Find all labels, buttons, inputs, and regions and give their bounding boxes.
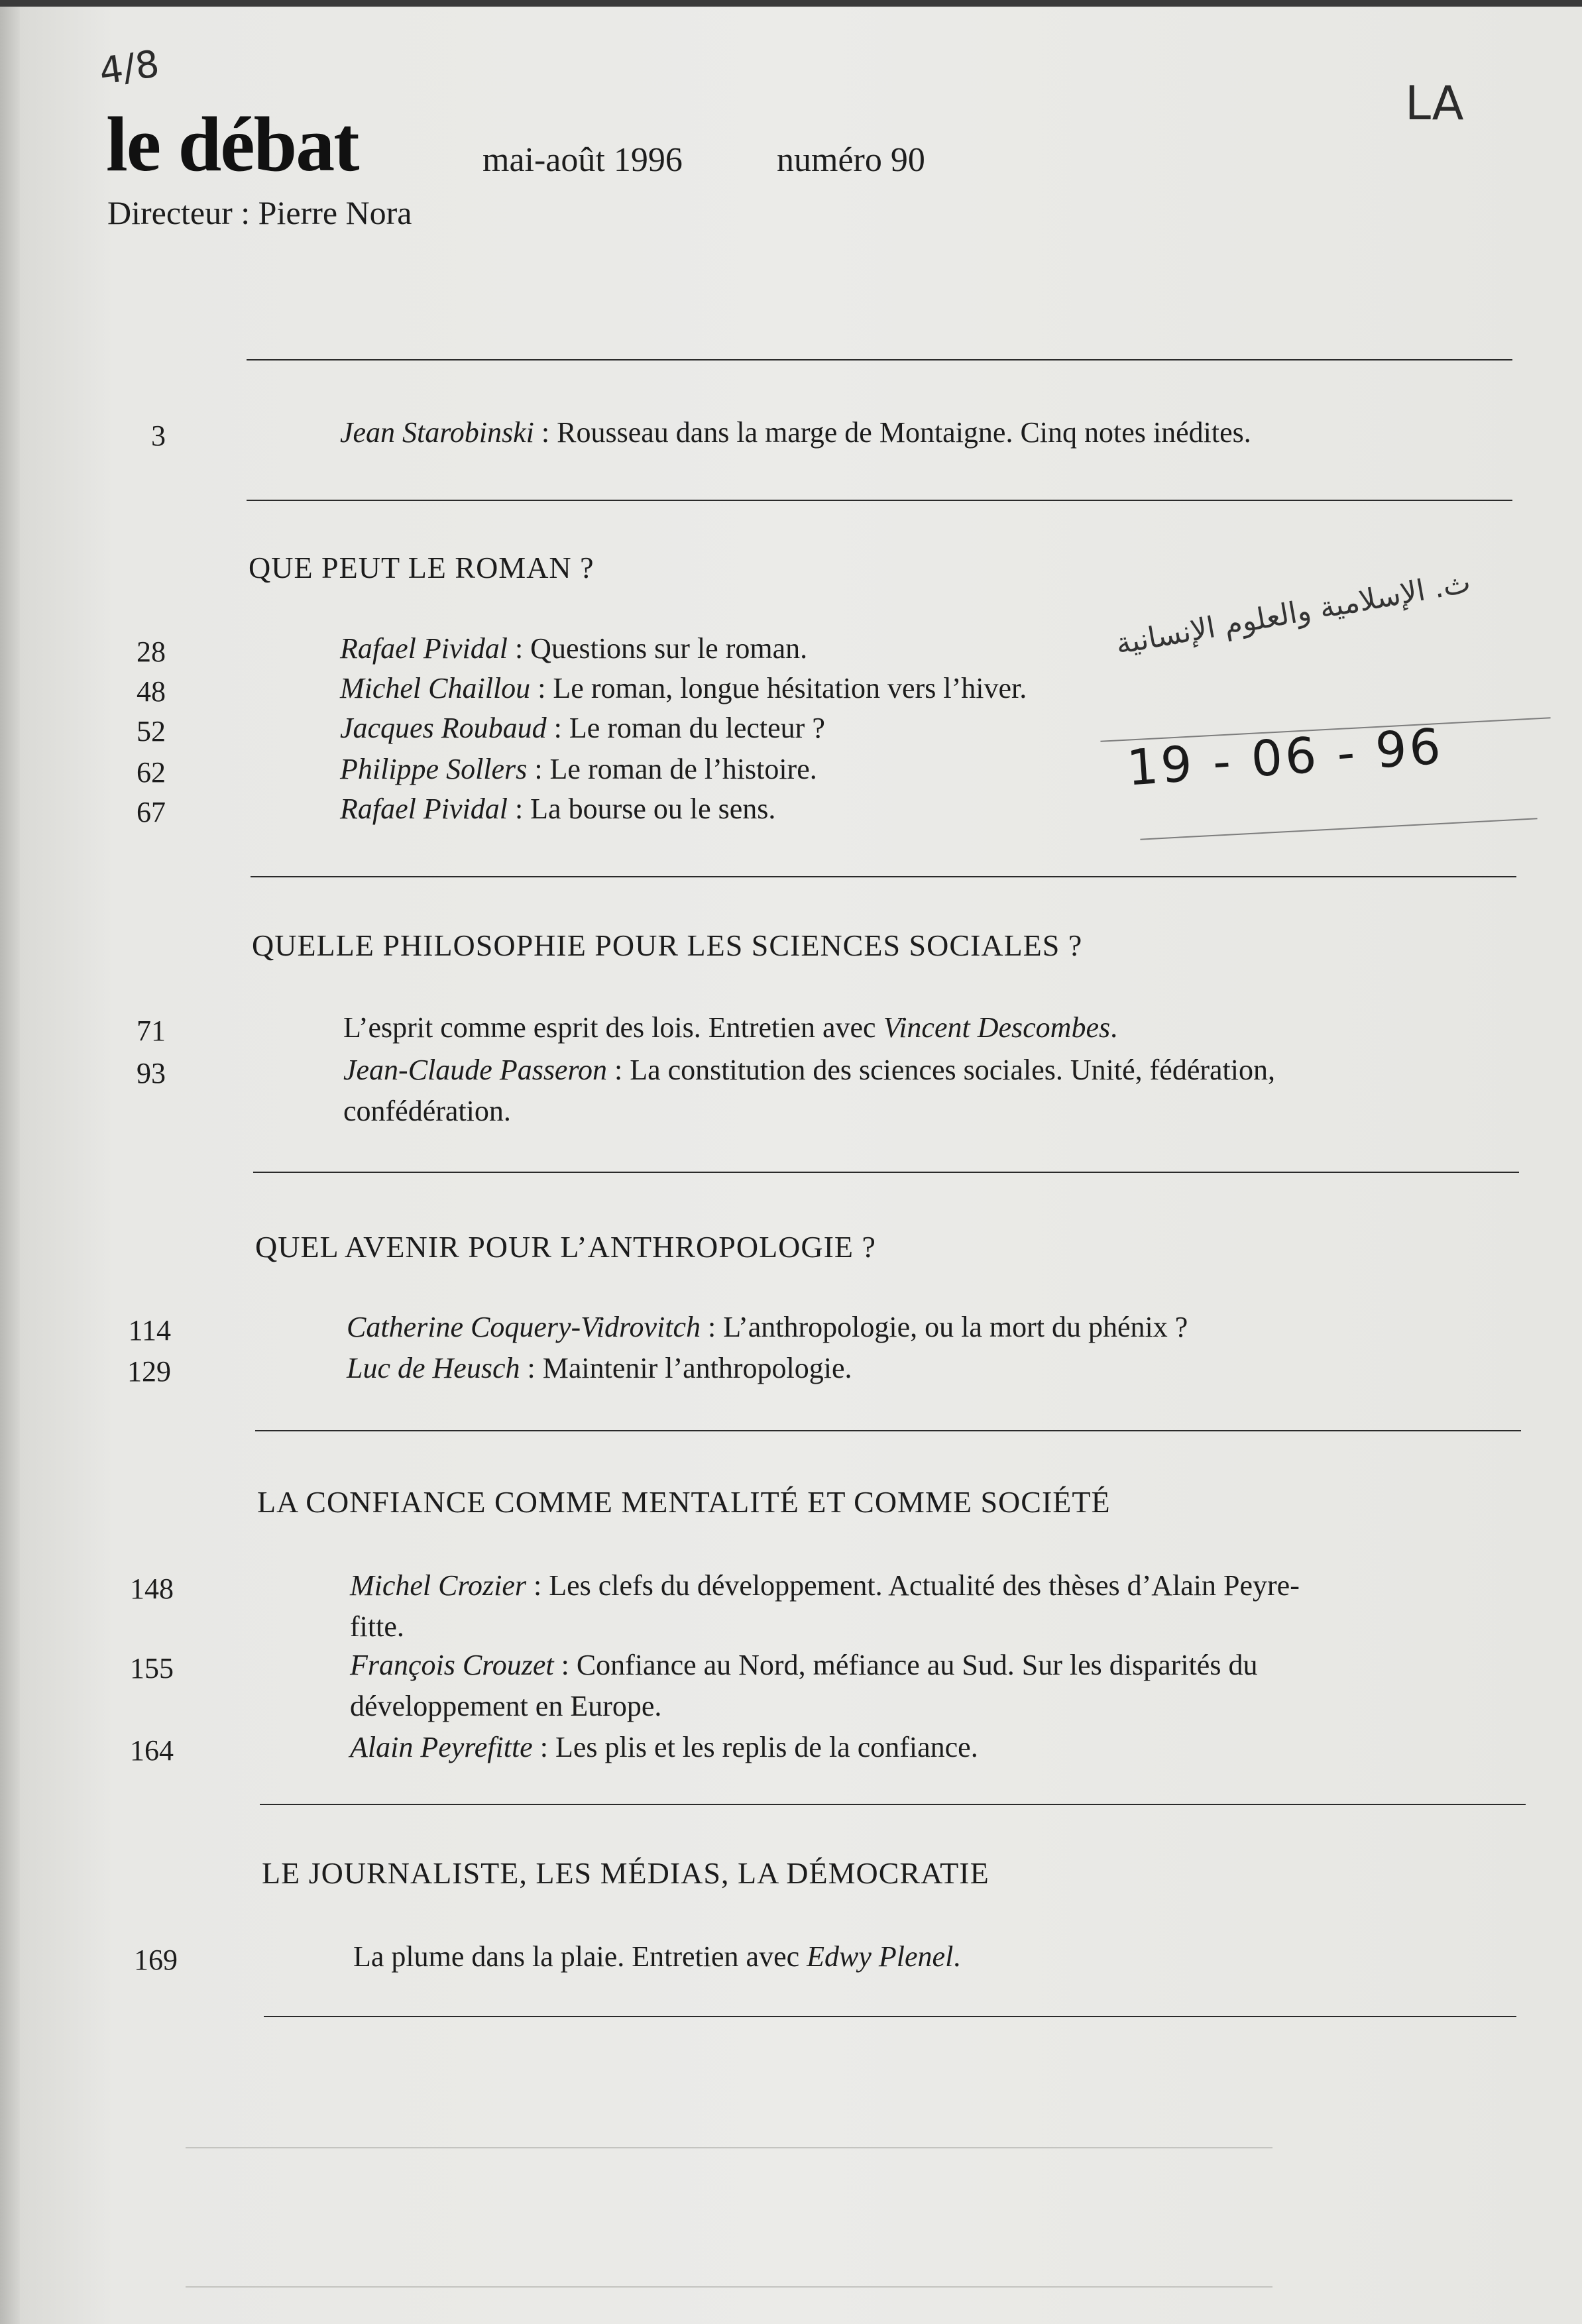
issue-date: mai-août 1996 [482, 141, 683, 179]
toc-entry: Alain Peyrefitte : Les plis et les replis de la confiance. [350, 1731, 978, 1763]
page-number: 71 [137, 1015, 166, 1047]
handwritten-note-top-right: LA [1405, 76, 1464, 131]
page-number: 28 [137, 636, 166, 668]
toc-entry: Jean Starobinski : Rousseau dans la marge de Montaigne. Cinq notes inédites. [340, 416, 1251, 449]
page-number: 164 [130, 1734, 174, 1767]
director: Directeur : Pierre Nora [107, 194, 412, 231]
page-number: 3 [151, 419, 166, 452]
page-number: 148 [130, 1573, 174, 1605]
divider [247, 500, 1512, 501]
toc-entry: Jean-Claude Passeron : La constitution des sciences sociales. Unité, fédération, confédération. [343, 1054, 1275, 1127]
journal-title: le débat [106, 101, 359, 188]
divider [260, 1804, 1526, 1805]
bleed-through-line [186, 2147, 1272, 2148]
toc-entry: Catherine Coquery-Vidrovitch : L’anthropologie, ou la mort du phénix ? [347, 1311, 1188, 1343]
section-title: QUE PEUT LE ROMAN ? [249, 551, 594, 584]
page-number: 67 [137, 796, 166, 828]
toc-entry: Philippe Sollers : Le roman de l’histoire. [340, 753, 817, 785]
issue-number: numéro 90 [777, 141, 925, 179]
page-number: 129 [127, 1355, 171, 1388]
divider [253, 1172, 1519, 1173]
section-title: LA CONFIANCE COMME MENTALITÉ ET COMME SOCIÉTÉ [257, 1485, 1111, 1519]
divider [255, 1430, 1521, 1431]
date-stamp: 19 - 06 - 96 [1125, 718, 1445, 797]
divider [264, 2016, 1516, 2017]
bleed-through-line [186, 2286, 1272, 2288]
toc-entry: Rafael Pividal : La bourse ou le sens. [340, 793, 776, 825]
divider [251, 876, 1516, 877]
section-title: QUELLE PHILOSOPHIE POUR LES SCIENCES SOCIALES ? [252, 928, 1083, 962]
toc-entry: L’esprit comme esprit des lois. Entretien avec Vincent Descombes. [343, 1011, 1118, 1044]
page-number: 48 [137, 675, 166, 708]
page-edge [0, 0, 20, 2324]
page-number: 155 [130, 1652, 174, 1685]
page-number: 62 [137, 756, 166, 789]
handwritten-note-top-left: 4/8 [96, 42, 162, 93]
page-number: 169 [134, 1944, 178, 1976]
page-number: 93 [137, 1057, 166, 1089]
toc-entry: Michel Chaillou : Le roman, longue hésitation vers l’hiver. [340, 672, 1027, 704]
toc-entry: Luc de Heusch : Maintenir l’anthropologie. [347, 1352, 852, 1384]
handwritten-arabic-note: ث. الإسلامية والعلوم الإنسانية [1113, 565, 1473, 661]
toc-entry: Michel Crozier : Les clefs du développement. Actualité des thèses d’Alain Peyre- fitte. [350, 1569, 1300, 1643]
toc-entry: La plume dans la plaie. Entretien avec Edwy Plenel. [353, 1940, 961, 1973]
author: Jean Starobinski [340, 416, 534, 449]
section-title: QUEL AVENIR POUR L’ANTHROPOLOGIE ? [255, 1230, 876, 1264]
toc-entry: Jacques Roubaud : Le roman du lecteur ? [340, 712, 825, 744]
divider [247, 359, 1512, 360]
section-title: LE JOURNALISTE, LES MÉDIAS, LA DÉMOCRATIE [262, 1856, 989, 1890]
toc-entry: Rafael Pividal : Questions sur le roman. [340, 632, 808, 665]
page-number: 52 [137, 715, 166, 747]
scan-border [0, 0, 1582, 7]
toc-entry: François Crouzet : Confiance au Nord, méfiance au Sud. Sur les disparités du développement en Europe. [350, 1649, 1258, 1722]
page-number: 114 [128, 1314, 171, 1347]
